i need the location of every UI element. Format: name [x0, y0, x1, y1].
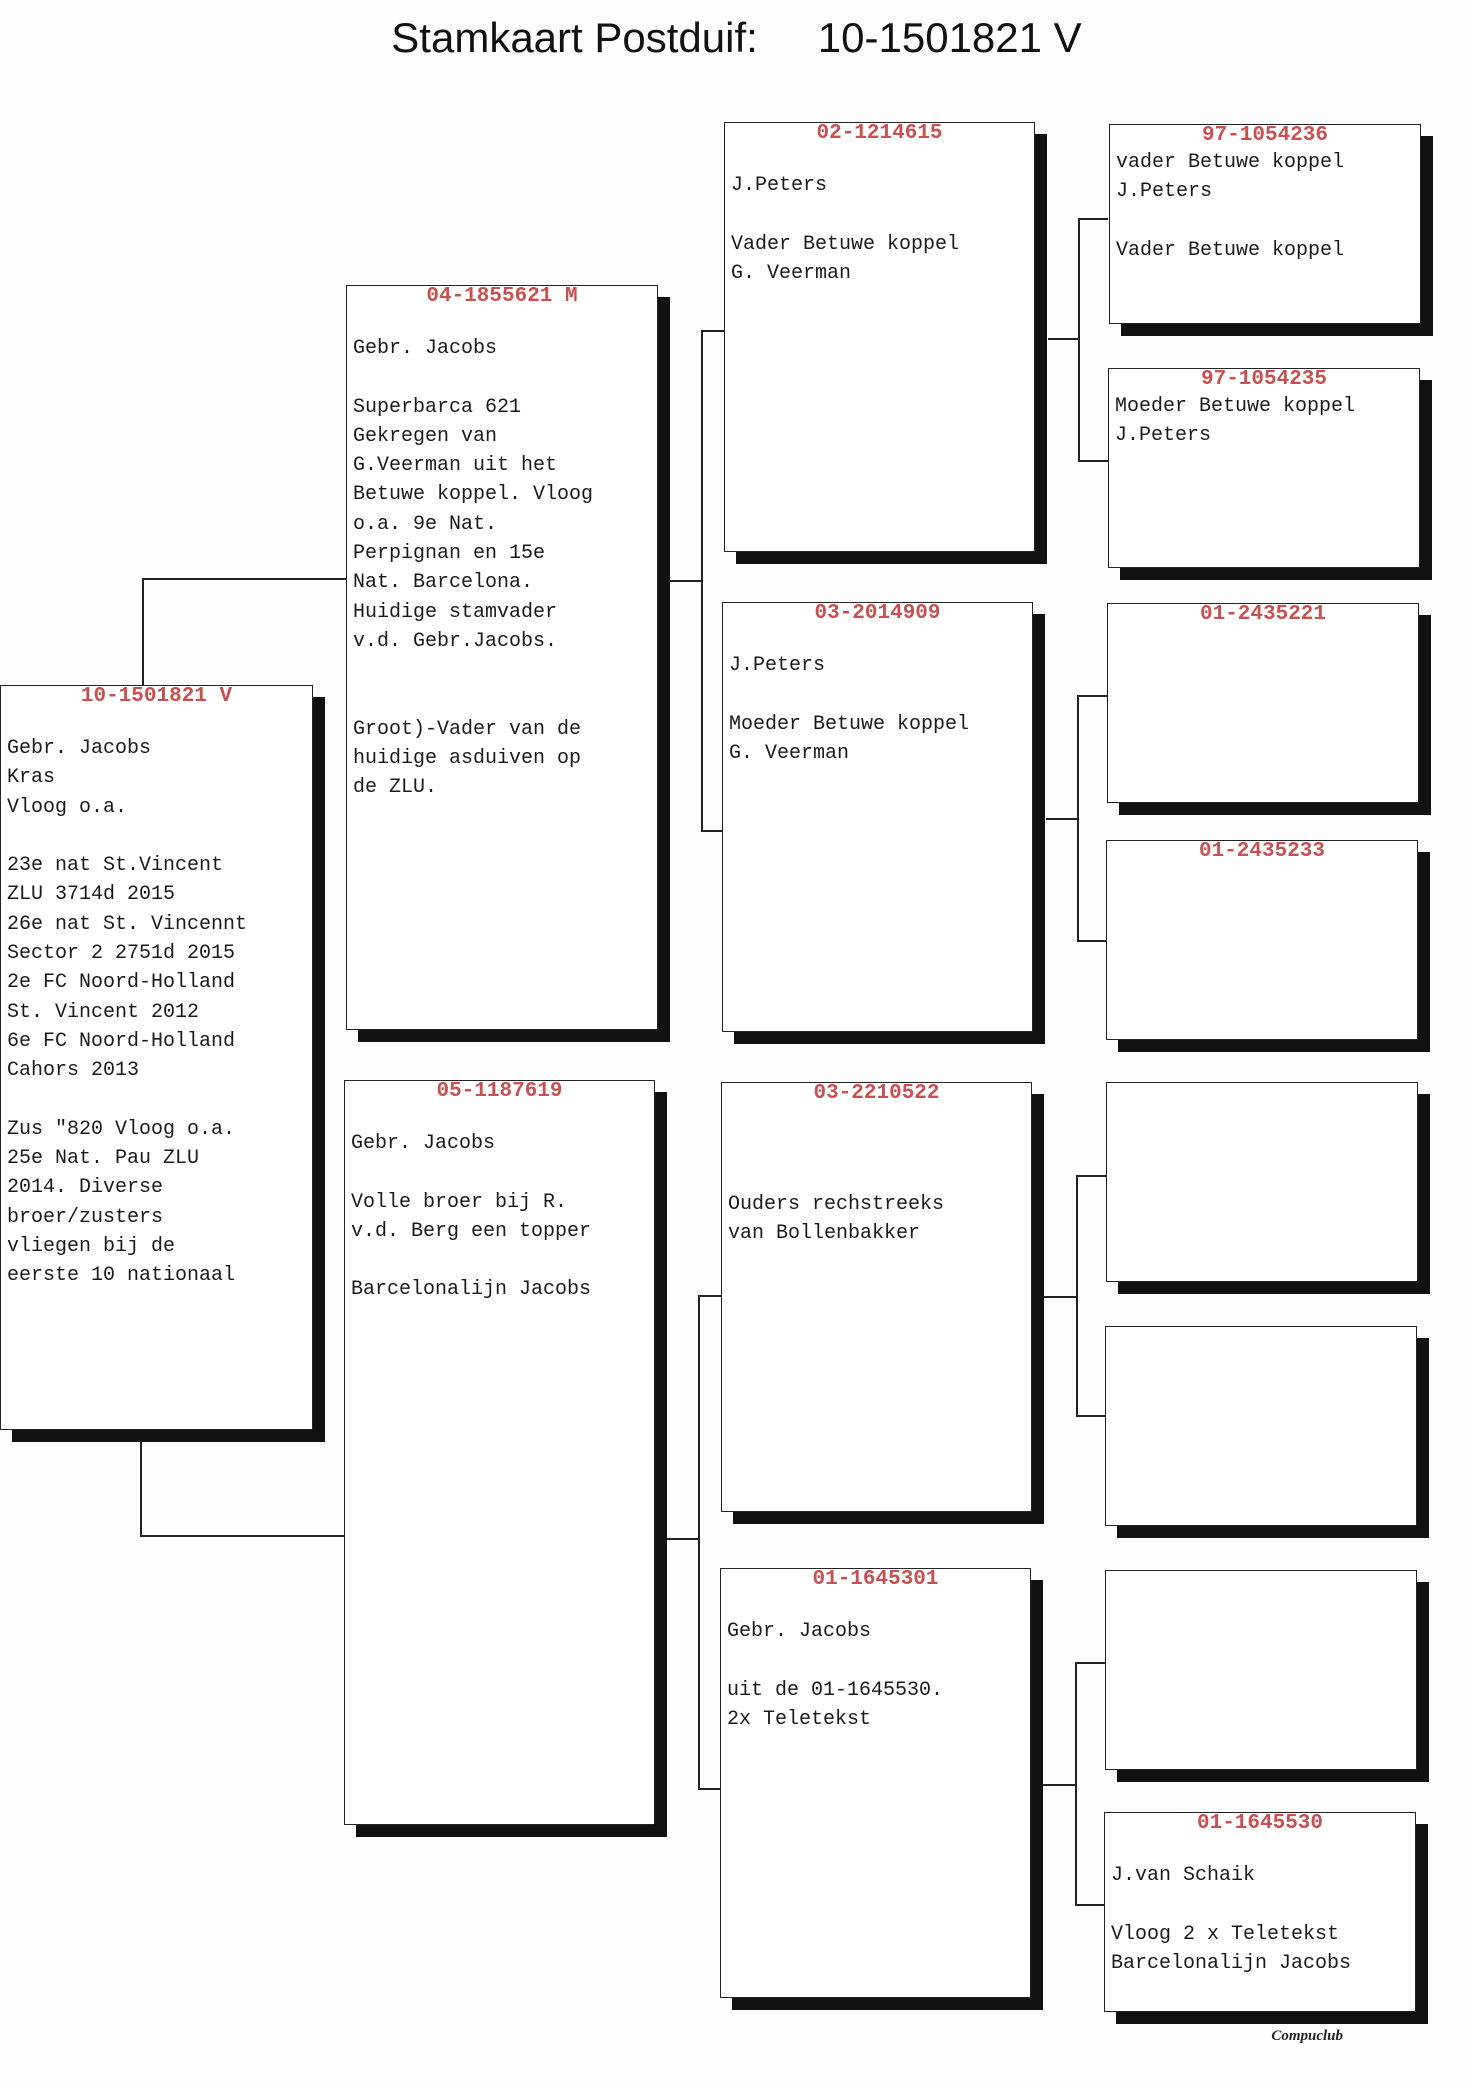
connector: [1076, 1175, 1106, 1177]
connector: [1043, 1784, 1075, 1786]
card-notes: J.Peters Moeder Betuwe koppel G. Veerman: [729, 654, 970, 765]
connector: [1076, 1415, 1106, 1417]
card-notes: Moeder Betuwe koppel J.Peters: [1115, 395, 1356, 448]
connector: [1046, 818, 1077, 820]
footer-brand: Compuclub: [1271, 2028, 1343, 2044]
ring-number: 01-2435233: [1198, 840, 1326, 863]
ring-number: 97-1054236: [1201, 124, 1329, 147]
connector: [1077, 695, 1107, 697]
pedigree-card-subject: [0, 685, 313, 1430]
connector: [142, 578, 347, 580]
pedigree-card-mm: [720, 1568, 1031, 1998]
ring-number: 03-2014909: [814, 602, 941, 625]
title-label: Stamkaart Postduif:: [391, 14, 758, 61]
card-notes: Gebr. Jacobs Volle broer bij R. v.d. Berg een topper Barcelonalijn Jacobs: [351, 1132, 592, 1302]
connector: [1075, 1662, 1105, 1664]
ring-number: 10-1501821 V: [80, 685, 233, 708]
connector: [1077, 940, 1107, 942]
connector: [698, 1295, 700, 1788]
page-title: [0, 14, 1473, 62]
pedigree-card-fm: [722, 602, 1033, 1032]
pedigree-card-mf: [721, 1082, 1032, 1512]
ring-number: 04-1855621 M: [426, 285, 578, 308]
pedigree-card-ffm: [1108, 368, 1420, 568]
title-ring-number: 10-1501821 V: [817, 14, 1082, 61]
card-notes: Gebr. Jacobs Kras Vloog o.a. 23e nat St.Vincent ZLU 3714d 2015 26e nat St. Vincennt Sector 2 2751d 2015 2e FC Noord-Holland St. Vincent 2012 6e FC Noord-Holland Cahors 2013 Zus "820 Vloog o.a. 25e Nat. Pau ZLU 2014. Diverse broer/zusters vliegen bij de eerste 10 nationaal: [7, 737, 248, 1288]
connector: [1075, 1662, 1077, 1904]
card-notes: J.Peters Vader Betuwe koppel G. Veerman: [731, 174, 960, 285]
connector: [1078, 218, 1080, 460]
connector: [142, 578, 144, 686]
ring-number: 05-1187619: [436, 1080, 563, 1103]
pedigree-card-fff: [1109, 124, 1421, 324]
connector: [1077, 695, 1079, 940]
connector: [1076, 1175, 1078, 1415]
ring-number: 02-1214615: [816, 122, 943, 145]
connector: [1043, 1296, 1076, 1298]
ring-number: 97-1054235: [1200, 368, 1328, 391]
pedigree-card-mff: [1106, 1082, 1418, 1282]
pedigree-card-fmf: [1107, 603, 1419, 803]
card-notes: vader Betuwe koppel J.Peters Vader Betuwe koppel: [1116, 151, 1345, 262]
pedigree-card-mmm: [1104, 1812, 1416, 2012]
connector: [655, 1538, 698, 1540]
connector: [701, 330, 703, 830]
card-notes: Ouders rechstreeks van Bollenbakker: [728, 1192, 945, 1245]
ring-number: 01-1645301: [812, 1568, 939, 1591]
connector: [701, 330, 725, 332]
connector: [1075, 1904, 1105, 1906]
pedigree-card-mother: [344, 1080, 655, 1825]
card-notes: Gebr. Jacobs uit de 01-1645530. 2x Teletekst: [727, 1620, 944, 1731]
ring-number: 03-2210522: [813, 1082, 940, 1105]
card-notes: J.van Schaik Vloog 2 x Teletekst Barcelonalijn Jacobs: [1111, 1864, 1352, 1975]
pedigree-card-fmm: [1106, 840, 1418, 1040]
connector: [140, 1535, 345, 1537]
pedigree-card-ff: [724, 122, 1035, 552]
connector: [1078, 218, 1108, 220]
connector: [658, 580, 701, 582]
pedigree-card-father: [346, 285, 658, 1030]
ring-number: 01-2435221: [1199, 603, 1327, 626]
card-notes: Gebr. Jacobs Superbarca 621 Gekregen van G.Veerman uit het Betuwe koppel. Vloog o.a. 9e Nat. Perpignan en 15e Nat. Barcelona. Huidige stamvader v.d. Gebr.Jacobs. Groot)-Vader van de huidige asduiven op de ZLU.: [353, 337, 594, 800]
connector: [698, 1295, 723, 1297]
connector: [1078, 460, 1108, 462]
connector: [1048, 338, 1078, 340]
pedigree-card-mmf: [1105, 1570, 1417, 1770]
pedigree-card-mfm: [1105, 1326, 1417, 1526]
connector: [140, 1428, 142, 1535]
ring-number: 01-1645530: [1196, 1812, 1324, 1835]
